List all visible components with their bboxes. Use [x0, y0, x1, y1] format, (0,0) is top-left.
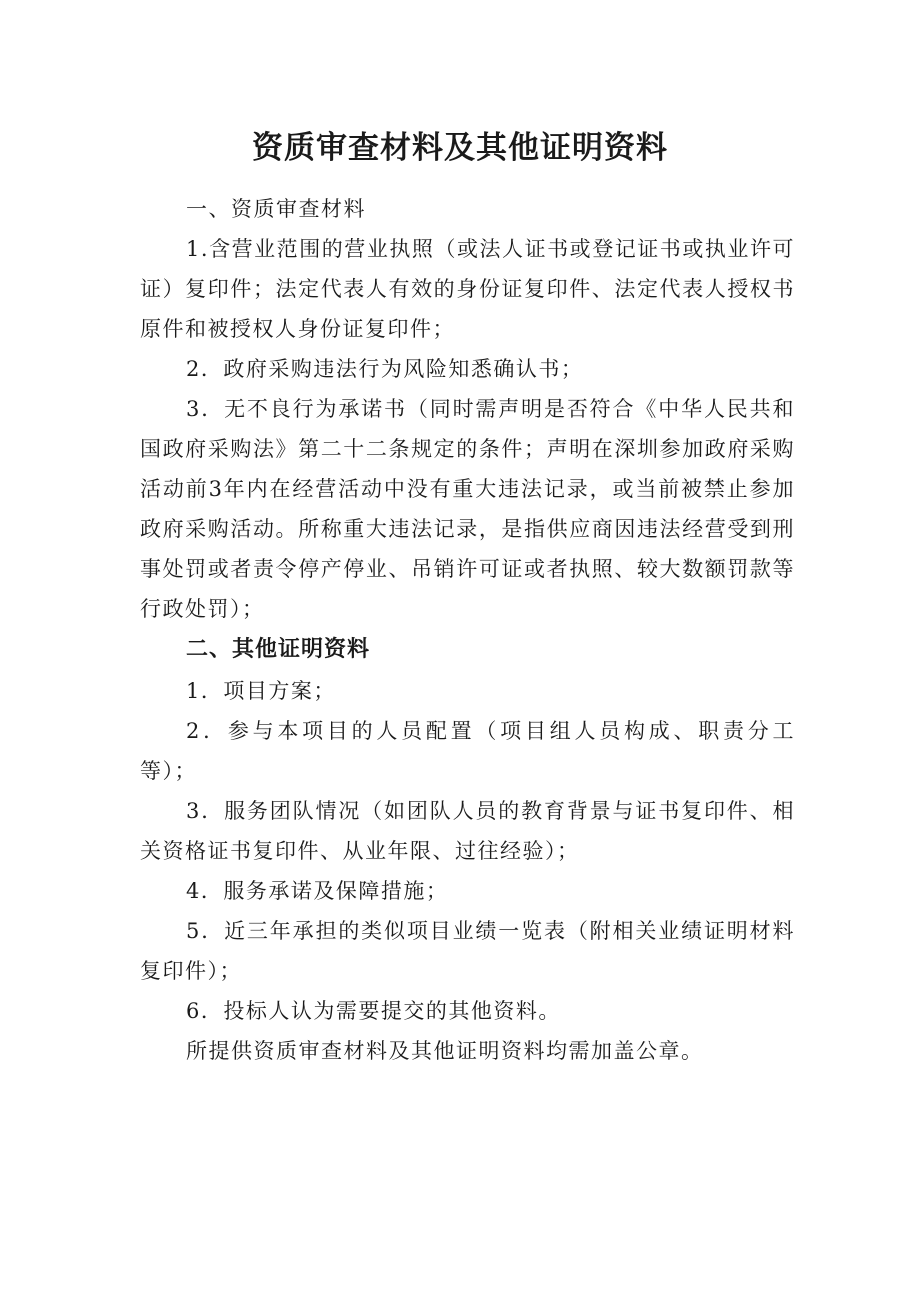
- section2-item-4: 4．服务承诺及保障措施；: [186, 879, 449, 903]
- section2-item-6: 6．投标人认为需要提交的其他资料。: [186, 999, 561, 1023]
- section2-heading: 二、其他证明资料: [186, 637, 371, 662]
- section1-item-1: 1.含营业范围的营业执照（或法人证书或登记证书或执业许可证）复印件；法定代表人有效的身份证复印件、法定代表人授权书原件和被授权人身份证复印件；: [140, 237, 795, 341]
- section2-item-5: 5．近三年承担的类似项目业绩一览表（附相关业绩证明材料复印件）；: [140, 919, 795, 983]
- section1-item-3: 3．无不良行为承诺书（同时需声明是否符合《中华人民共和国政府采购法》第二十二条规定的条件；声明在深圳参加政府采购活动前3年内在经营活动中没有重大违法记录，或当前被禁止参加政府采购活动。所称重大违法记录，是指供应商因违法经营受到刑事处罚或者责令停产停业、吊销许可证或者执照、较大数额罚款等行政处罚）；: [140, 397, 795, 621]
- section1-item-2: 2．政府采购违法行为风险知悉确认书；: [186, 357, 584, 381]
- section2-item-1: 1．项目方案；: [186, 679, 336, 703]
- document-body: [140, 189, 795, 1071]
- section2-item-3: 3．服务团队情况（如团队人员的教育背景与证书复印件、相关资格证书复印件、从业年限、过往经验）；: [140, 799, 795, 863]
- closing-note: 所提供资质审查材料及其他证明资料均需加盖公章。: [186, 1039, 704, 1063]
- section1-heading: 一、资质审查材料: [186, 197, 366, 221]
- document-title: 资质审查材料及其他证明资料: [252, 130, 668, 166]
- section2-item-2: 2．参与本项目的人员配置（项目组人员构成、职责分工等）；: [140, 719, 795, 783]
